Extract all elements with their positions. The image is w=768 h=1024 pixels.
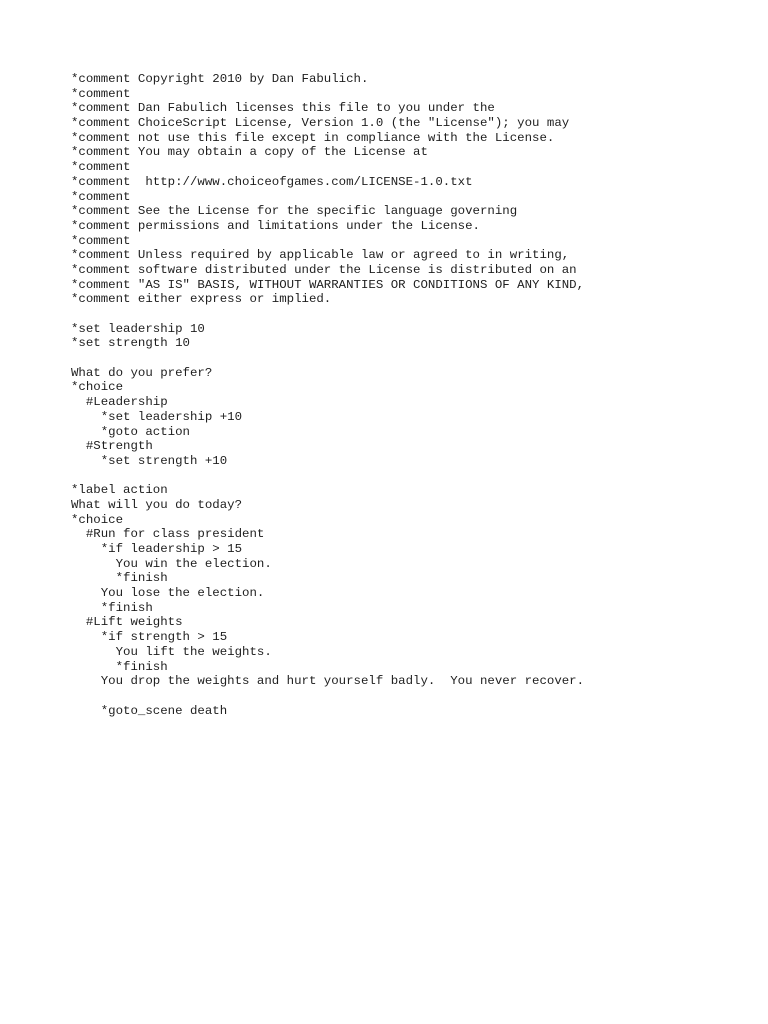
code-line: *comment software distributed under the License is distributed on an bbox=[71, 262, 577, 277]
code-line: #Strength bbox=[71, 439, 153, 454]
code-line: *comment "AS IS" BASIS, WITHOUT WARRANTIES OR CONDITIONS OF ANY KIND, bbox=[71, 277, 585, 292]
code-line: What do you prefer? bbox=[71, 365, 213, 380]
code-line: *comment permissions and limitations under the License. bbox=[71, 218, 480, 233]
code-document bbox=[71, 72, 731, 718]
code-line: *comment You may obtain a copy of the License at bbox=[71, 145, 428, 160]
blank-line bbox=[71, 351, 731, 366]
blank-line bbox=[71, 307, 731, 322]
code-line: *set strength 10 bbox=[71, 336, 190, 351]
code-line: What will you do today? bbox=[71, 497, 243, 512]
code-line: *finish bbox=[71, 659, 168, 674]
blank-line bbox=[71, 469, 731, 484]
license-url-line: *comment http://www.choiceofgames.com/LICENSE-1.0.txt bbox=[71, 174, 473, 189]
code-line: *comment ChoiceScript License, Version 1.0 (the "License"); you may bbox=[71, 116, 570, 131]
code-line: You lift the weights. bbox=[71, 644, 272, 659]
code-line: #Run for class president bbox=[71, 527, 265, 542]
code-line: *comment Dan Fabulich licenses this file to you under the bbox=[71, 101, 495, 116]
code-line: *if leadership > 15 bbox=[71, 542, 243, 556]
code-line: *comment Unless required by applicable law or agreed to in writing, bbox=[71, 248, 570, 263]
code-line: *label action bbox=[71, 483, 168, 498]
code-line: *comment not use this file except in compliance with the License. bbox=[71, 130, 555, 145]
code-line: *finish bbox=[71, 600, 153, 615]
code-line: You drop the weights and hurt yourself badly. You never recover. bbox=[71, 674, 585, 689]
code-line: *comment bbox=[71, 233, 131, 248]
code-line: *finish bbox=[71, 571, 168, 586]
code-line: *set leadership +10 bbox=[71, 409, 243, 424]
code-line: *set strength +10 bbox=[71, 453, 228, 468]
code-line: *comment bbox=[71, 189, 131, 204]
code-line: You lose the election. bbox=[71, 586, 265, 601]
code-line: #Lift weights bbox=[71, 615, 183, 630]
code-line: *comment bbox=[71, 160, 131, 175]
code-line: *comment bbox=[71, 86, 131, 101]
code-line: *if strength > 15 bbox=[71, 630, 228, 645]
code-line: #Leadership bbox=[71, 395, 168, 410]
blank-line bbox=[71, 689, 731, 704]
code-line: *set leadership 10 bbox=[71, 321, 205, 336]
code-line: *goto_scene death bbox=[71, 703, 228, 718]
code-line: *goto action bbox=[71, 424, 190, 439]
code-line: *comment either express or implied. bbox=[71, 292, 332, 307]
code-line: *choice bbox=[71, 380, 124, 395]
code-line: You win the election. bbox=[71, 556, 272, 571]
code-line: *choice bbox=[71, 512, 124, 527]
code-line: *comment See the License for the specific language governing bbox=[71, 204, 518, 219]
code-line: *comment Copyright 2010 by Dan Fabulich. bbox=[71, 72, 369, 86]
